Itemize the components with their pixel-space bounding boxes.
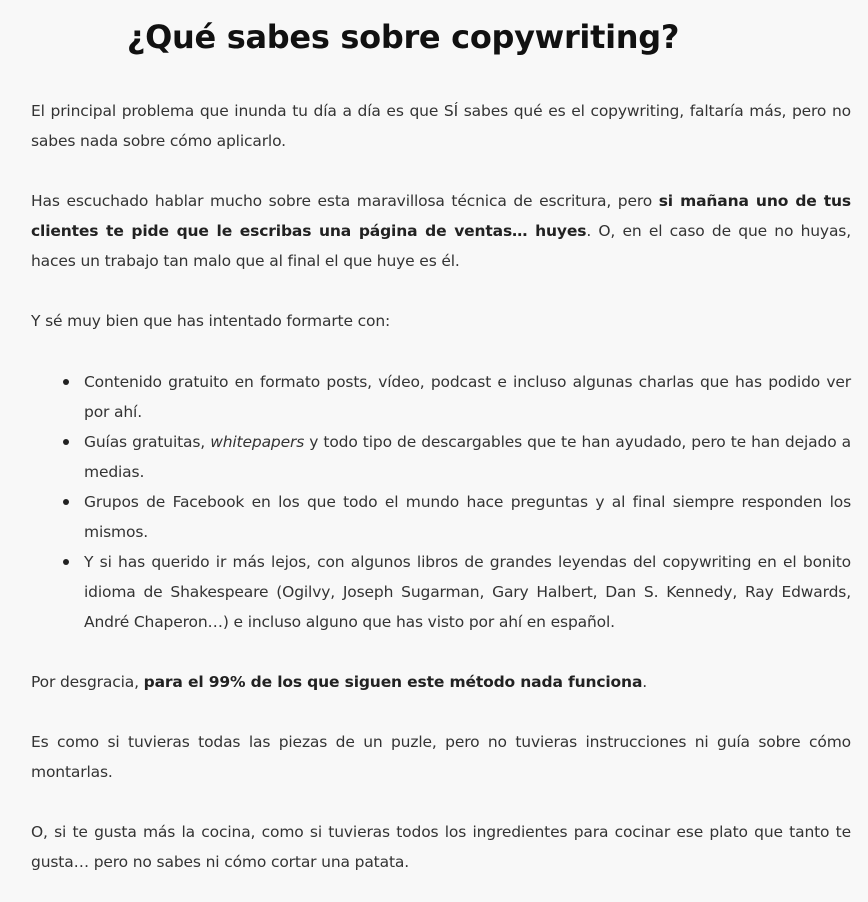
list-item [84,547,851,637]
bullet-icon [63,439,69,445]
bullet-icon [63,559,69,565]
paragraph-intro: El principal problema que inunda tu día a día es que SÍ sabes qué es el copywriting, faltaría más, pero no sabes nada sobre cómo aplicarlo. [31,102,851,150]
paragraph-problem-text: Has escuchado hablar mucho sobre esta maravillosa técnica de escritura, pero [31,192,659,210]
paragraph-unfortunately-end: . [642,673,648,691]
paragraph-problem-text-end: . O, en el caso de que no huyas, haces un trabajo tan malo que al final el que huye es él. [31,222,852,270]
article-body [31,96,851,877]
list-item-text: Grupos de Facebook en los que todo el mundo hace preguntas y al final siempre responden los mismos. [84,493,851,541]
paragraph-unfortunately [31,667,851,697]
paragraph-unfortunately-bold: para el 99% de los que siguen este método nada funciona [143,673,643,691]
list-item-text: Contenido gratuito en formato posts, vídeo, podcast e incluso algunas charlas que has podido ver por ahí. [84,373,851,421]
list-item-text: Y si has querido ir más lejos, con algunos libros de grandes leyendas del copywriting en el bonito idioma de Shakespeare (Ogilvy, Joseph Sugarman, Gary Halbert, Dan S. Kennedy, Ray Edwards, André Chaperon…) e incluso alguno que has visto por ahí en español. [84,553,851,631]
resources-list [31,367,851,637]
list-item [84,487,851,547]
paragraph-problem-bold: si mañana uno de tus clientes te pide que le escribas una página de ventas… huyes [31,192,851,240]
paragraph-puzzle: Es como si tuvieras todas las piezas de un puzle, pero no tuvieras instrucciones ni guía sobre cómo montarlas. [31,733,851,781]
paragraph-cooking: O, si te gusta más la cocina, como si tuvieras todos los ingredientes para cocinar ese plato que tanto te gusta… pero no sabes ni cómo cortar una patata. [31,823,851,871]
list-item-text: Guías gratuitas, [84,433,211,451]
paragraph-unfortunately-text: Por desgracia, [31,673,144,691]
paragraph-tried: Y sé muy bien que has intentado formarte con: [31,312,391,330]
bullet-icon [63,499,69,505]
list-item [84,427,851,487]
paragraph-problem [31,186,851,276]
list-item-italic: whitepapers [210,433,305,451]
article-title: ¿Qué sabes sobre copywriting? [126,18,680,56]
list-item-text-end: y todo tipo de descargables que te han ayudado, pero te han dejado a medias. [84,433,852,481]
list-item [84,367,851,427]
bullet-icon [63,379,69,385]
